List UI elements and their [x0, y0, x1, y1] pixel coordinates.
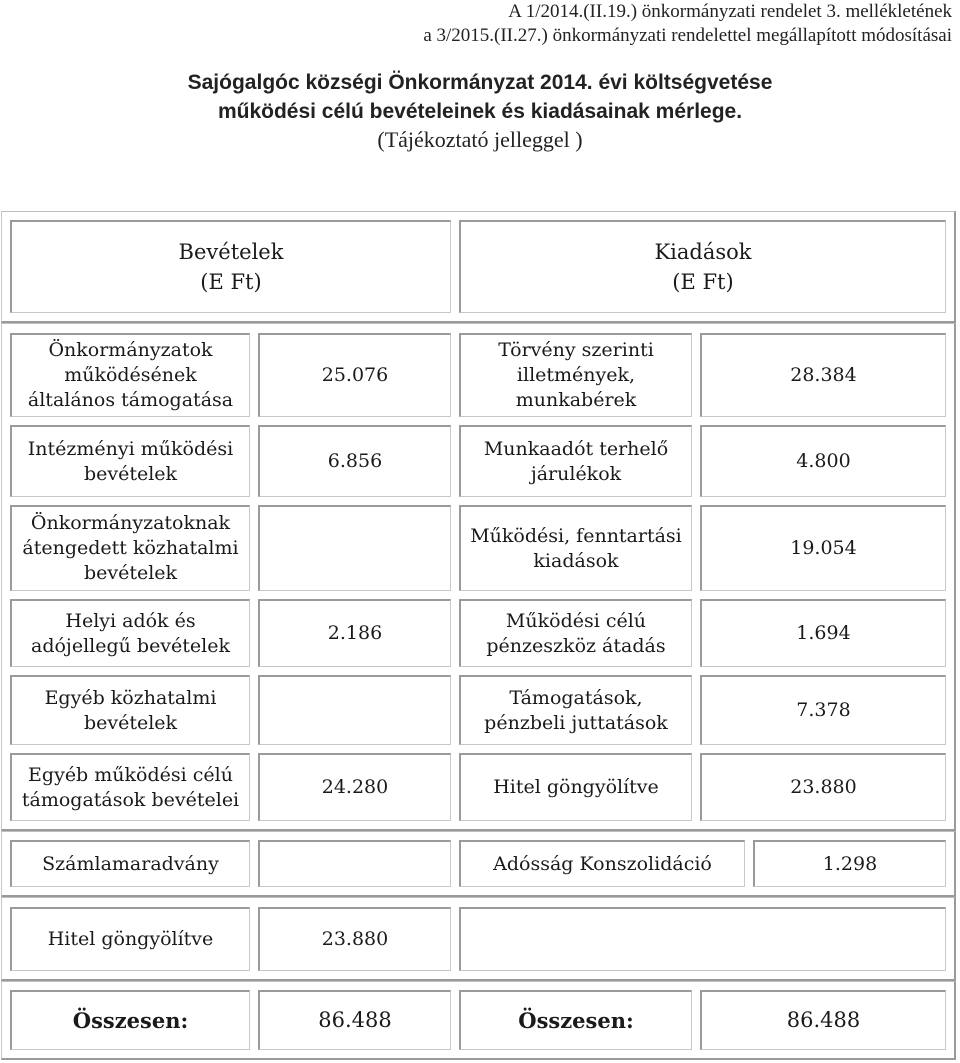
table-row-revenue-value: 23.880	[258, 907, 451, 971]
table-row-expense-label: Működési célú pénzeszköz átadás	[459, 599, 692, 667]
header-line-1: A 1/2014.(II.19.) önkormányzati rendelet 3. mellékletének	[508, 1, 952, 22]
total-revenue-value: 86.488	[258, 990, 451, 1050]
table-row-revenue-label: Egyéb közhatalmi bevételek	[10, 675, 250, 745]
total-expense-value: 86.488	[700, 990, 946, 1050]
table-row-revenue-label: Helyi adók és adójellegű bevételek	[10, 599, 250, 667]
table-row-revenue-value	[258, 675, 451, 745]
total-expense-label: Összesen:	[459, 990, 692, 1050]
table-body-section	[1, 323, 956, 831]
table-row-revenue-label: Hitel göngyölítve	[10, 907, 250, 971]
title-line-3: (Tájékoztató jelleggel )	[377, 127, 583, 152]
table-row-revenue-value: 24.280	[258, 753, 451, 821]
table-row-expense-value: 23.880	[700, 753, 946, 821]
table-row-revenue-label: Intézményi működési bevételek	[10, 425, 250, 497]
table-row-revenue-value: 2.186	[258, 599, 451, 667]
table-row-revenue-value: 6.856	[258, 425, 451, 497]
table-row-expense-label: Adósság Konszolidáció	[459, 840, 745, 887]
table-row-revenue-label: Egyéb működési célú támogatások bevételei	[10, 753, 250, 821]
title-line-2: működési célú bevételeinek és kiadásainak mérlege.	[217, 100, 743, 123]
table-row-expense-value: 1.298	[753, 840, 946, 887]
table-row-expense-value: 4.800	[700, 425, 946, 497]
table-row-revenue-label: Számlamaradvány	[10, 840, 250, 887]
title-line-1: Sajógalgóc községi Önkormányzat 2014. évi költségvetése	[187, 71, 773, 94]
expense-header: Kiadások (E Ft)	[459, 220, 946, 313]
table-row-revenue-value: 25.076	[258, 333, 451, 417]
total-revenue-label: Összesen:	[10, 990, 250, 1050]
table-row-revenue-label: Önkormányzatok működésének általános támogatása	[10, 333, 250, 417]
table-row-expense-label: Hitel göngyölítve	[459, 753, 692, 821]
revenue-header: Bevételek (E Ft)	[10, 220, 451, 313]
table-row-revenue-label: Önkormányzatoknak átengedett közhatalmi bevételek	[10, 505, 250, 591]
table-row-expense-label: Támogatások, pénzbeli juttatások	[459, 675, 692, 745]
table-header-section	[1, 211, 956, 323]
table-row-expense-empty	[459, 907, 946, 971]
table-szamlamaradvany-section	[1, 831, 956, 897]
table-row-expense-value: 19.054	[700, 505, 946, 591]
header-line-2: a 3/2015.(II.27.) önkormányzati rendelettel megállapított módosításai	[423, 25, 952, 46]
table-row-expense-label: Működési, fenntartási kiadások	[459, 505, 692, 591]
table-row-revenue-value	[258, 505, 451, 591]
table-row-expense-label: Törvény szerinti illetmények, munkabérek	[459, 333, 692, 417]
table-row-expense-value: 1.694	[700, 599, 946, 667]
table-total-section	[1, 981, 956, 1060]
table-row-expense-value: 7.378	[700, 675, 946, 745]
table-row-expense-label: Munkaadót terhelő járulékok	[459, 425, 692, 497]
table-row-revenue-value	[258, 840, 451, 887]
table-hitel-section	[1, 897, 956, 981]
table-row-expense-value: 28.384	[700, 333, 946, 417]
